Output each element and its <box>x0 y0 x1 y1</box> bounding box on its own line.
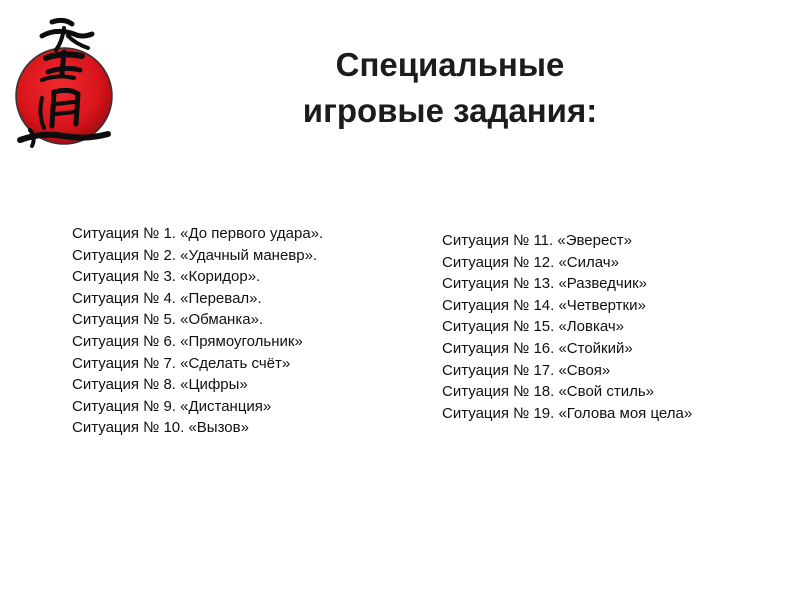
karate-calligraphy-emblem-icon <box>12 14 122 154</box>
page-title <box>250 42 650 134</box>
list-item: Ситуация № 8. «Цифры» <box>72 376 248 394</box>
list-item: Ситуация № 9. «Дистанция» <box>72 397 272 415</box>
title-line-1: Специальные <box>335 46 565 83</box>
list-item: Ситуация № 1. «До первого удара». <box>72 225 324 242</box>
situations-list-right <box>442 230 692 424</box>
list-item: Ситуация № 5. «Обманка». <box>72 311 264 329</box>
situations-list-left <box>72 223 323 439</box>
list-item: Ситуация № 6. «Прямоугольник» <box>72 332 303 350</box>
list-item: Ситуация № 13. «Разведчик» <box>442 275 648 293</box>
list-item: Ситуация № 14. «Четвертки» <box>442 296 646 314</box>
list-item: Ситуация № 3. «Коридор». <box>72 268 261 286</box>
list-item: Ситуация № 12. «Силач» <box>442 253 619 271</box>
list-item: Ситуация № 16. «Стойкий» <box>442 339 633 357</box>
list-item: Ситуация № 18. «Свой стиль» <box>442 383 654 401</box>
karate-emblem-logo <box>12 14 122 154</box>
list-item: Ситуация № 10. «Вызов» <box>72 419 249 437</box>
title-line-2: игровые задания: <box>302 92 598 129</box>
list-item: Ситуация № 4. «Перевал». <box>72 289 262 307</box>
list-item: Ситуация № 2. «Удачный маневр». <box>72 246 318 264</box>
list-item: Ситуация № 11. «Эверест» <box>442 232 633 249</box>
list-item: Ситуация № 19. «Голова моя цела» <box>442 404 693 422</box>
list-item: Ситуация № 17. «Своя» <box>442 361 611 379</box>
list-item: Ситуация № 15. «Ловкач» <box>442 318 625 336</box>
list-item: Ситуация № 7. «Сделать счёт» <box>72 354 291 372</box>
